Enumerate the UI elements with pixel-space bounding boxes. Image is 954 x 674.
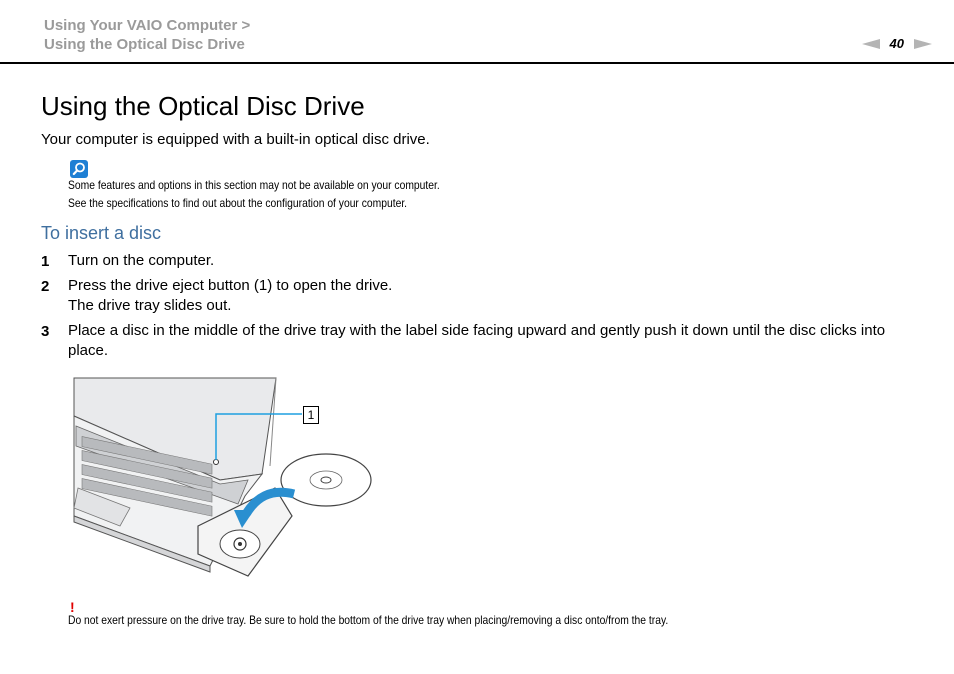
magnifier-note-icon xyxy=(70,160,88,178)
step-2-number: 2 xyxy=(41,278,50,295)
step-2-text: Press the drive eject button (1) to open the drive. xyxy=(68,277,393,294)
callout-number: 1 xyxy=(307,408,315,422)
note-line-2: See the specifications to find out about the configuration of your computer. xyxy=(68,196,408,210)
step-3-text: Place a disc in the middle of the drive tray with the label side facing upward and gently push it down until the disc clicks into place. xyxy=(68,322,886,359)
callout-box xyxy=(303,406,319,424)
header-divider xyxy=(0,62,954,64)
warning-icon: ! xyxy=(70,599,75,615)
page-navigation xyxy=(862,36,932,51)
page-number: 40 xyxy=(889,36,904,51)
breadcrumb-part-2[interactable]: Using the Optical Disc Drive xyxy=(44,36,245,53)
page-title: Using the Optical Disc Drive xyxy=(41,91,365,121)
breadcrumb-part-1[interactable]: Using Your VAIO Computer > xyxy=(44,17,251,34)
note-line-1: Some features and options in this section may not be available on your computer. xyxy=(68,178,440,192)
next-page-arrow-icon[interactable] xyxy=(914,39,932,49)
step-1-number: 1 xyxy=(41,253,50,270)
disc-insert-illustration xyxy=(70,376,390,586)
previous-page-arrow-icon[interactable] xyxy=(862,39,880,49)
warning-text: Do not exert pressure on the drive tray. Be sure to hold the bottom of the drive tray when placing/removing a disc onto/from the tray. xyxy=(68,613,669,627)
intro-text: Your computer is equipped with a built-in optical disc drive. xyxy=(41,131,430,148)
step-2-text-2: The drive tray slides out. xyxy=(68,297,232,314)
breadcrumb xyxy=(44,16,250,54)
step-1-text: Turn on the computer. xyxy=(68,252,215,269)
section-title: To insert a disc xyxy=(41,223,162,243)
step-3-number: 3 xyxy=(41,323,50,340)
laptop-drive-drawing xyxy=(70,376,390,586)
